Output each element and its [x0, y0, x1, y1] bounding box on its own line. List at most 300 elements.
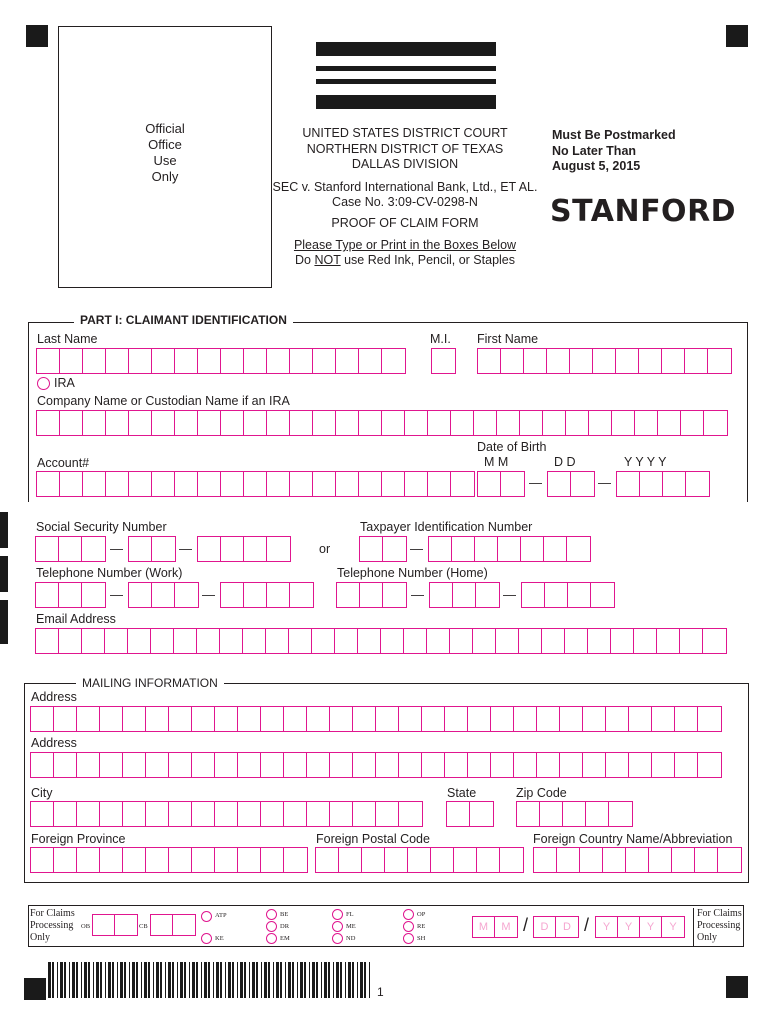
- input-cell[interactable]: [60, 349, 83, 373]
- date-cell[interactable]: Y: [596, 917, 618, 937]
- ob-cell[interactable]: [115, 915, 137, 935]
- input-cell[interactable]: [123, 753, 146, 777]
- input-cell[interactable]: [501, 349, 524, 373]
- input-cell[interactable]: [468, 753, 491, 777]
- input-cell[interactable]: [238, 753, 261, 777]
- input-cell[interactable]: [662, 349, 685, 373]
- zip-field[interactable]: [516, 801, 633, 827]
- input-cell[interactable]: [649, 848, 672, 872]
- input-cell[interactable]: [353, 753, 376, 777]
- input-cell[interactable]: [336, 411, 359, 435]
- input-cell[interactable]: [128, 629, 151, 653]
- input-cell[interactable]: [261, 848, 284, 872]
- processing-date-day[interactable]: [533, 916, 579, 938]
- input-cell[interactable]: [37, 472, 60, 496]
- input-cell[interactable]: [557, 848, 580, 872]
- input-cell[interactable]: [447, 802, 470, 826]
- input-cell[interactable]: [474, 411, 497, 435]
- date-cell[interactable]: D: [534, 917, 556, 937]
- input-cell[interactable]: [106, 349, 129, 373]
- input-cell[interactable]: [399, 753, 422, 777]
- input-cell[interactable]: [657, 629, 680, 653]
- input-cell[interactable]: [129, 472, 152, 496]
- input-cell[interactable]: [422, 707, 445, 731]
- input-cell[interactable]: [106, 411, 129, 435]
- input-cell[interactable]: [151, 629, 174, 653]
- ke-checkbox[interactable]: [201, 933, 212, 944]
- input-cell[interactable]: [36, 583, 59, 607]
- input-cell[interactable]: [152, 411, 175, 435]
- input-cell[interactable]: [60, 472, 83, 496]
- input-cell[interactable]: [221, 472, 244, 496]
- input-cell[interactable]: [548, 472, 571, 496]
- input-cell[interactable]: [266, 629, 289, 653]
- input-cell[interactable]: [31, 753, 54, 777]
- tel-home-area-field[interactable]: [336, 582, 407, 608]
- input-cell[interactable]: [430, 583, 453, 607]
- input-cell[interactable]: [169, 707, 192, 731]
- input-cell[interactable]: [360, 583, 383, 607]
- input-cell[interactable]: [238, 802, 261, 826]
- input-cell[interactable]: [220, 629, 243, 653]
- date-cell[interactable]: Y: [669, 921, 677, 933]
- input-cell[interactable]: [520, 411, 543, 435]
- foreign-country-field[interactable]: [533, 847, 742, 873]
- input-cell[interactable]: [545, 583, 568, 607]
- tel-home-prefix-field[interactable]: [429, 582, 500, 608]
- input-cell[interactable]: [284, 753, 307, 777]
- input-cell[interactable]: [267, 583, 290, 607]
- input-cell[interactable]: [244, 583, 267, 607]
- input-cell[interactable]: [591, 583, 614, 607]
- input-cell[interactable]: [635, 411, 658, 435]
- input-cell[interactable]: [330, 707, 353, 731]
- dob-month-field[interactable]: [477, 471, 525, 497]
- input-cell[interactable]: [431, 848, 454, 872]
- input-cell[interactable]: [382, 472, 405, 496]
- input-cell[interactable]: [243, 629, 266, 653]
- input-cell[interactable]: [175, 349, 198, 373]
- input-cell[interactable]: [290, 472, 313, 496]
- input-cell[interactable]: [152, 472, 175, 496]
- input-cell[interactable]: [428, 472, 451, 496]
- tel-work-prefix-field[interactable]: [128, 582, 199, 608]
- input-cell[interactable]: [221, 411, 244, 435]
- input-cell[interactable]: [588, 629, 611, 653]
- input-cell[interactable]: [568, 583, 591, 607]
- input-cell[interactable]: [451, 472, 474, 496]
- input-cell[interactable]: [381, 629, 404, 653]
- input-cell[interactable]: [500, 848, 523, 872]
- input-cell[interactable]: [566, 411, 589, 435]
- input-cell[interactable]: [339, 848, 362, 872]
- input-cell[interactable]: [376, 802, 399, 826]
- input-cell[interactable]: [244, 472, 267, 496]
- date-cell[interactable]: Y: [640, 917, 662, 937]
- input-cell[interactable]: [360, 537, 383, 561]
- input-cell[interactable]: [450, 629, 473, 653]
- input-cell[interactable]: [428, 411, 451, 435]
- input-cell[interactable]: [453, 583, 476, 607]
- re-checkbox[interactable]: [403, 921, 414, 932]
- input-cell[interactable]: [698, 707, 721, 731]
- input-cell[interactable]: [606, 707, 629, 731]
- input-cell[interactable]: [698, 753, 721, 777]
- company-field[interactable]: [36, 410, 728, 436]
- input-cell[interactable]: [521, 537, 544, 561]
- input-cell[interactable]: [560, 753, 583, 777]
- input-cell[interactable]: [626, 848, 649, 872]
- input-cell[interactable]: [82, 583, 105, 607]
- tel-work-line-field[interactable]: [220, 582, 314, 608]
- input-cell[interactable]: [652, 707, 675, 731]
- input-cell[interactable]: [267, 472, 290, 496]
- atp-checkbox[interactable]: [201, 911, 212, 922]
- input-cell[interactable]: [567, 537, 590, 561]
- input-cell[interactable]: [470, 802, 493, 826]
- input-cell[interactable]: [105, 629, 128, 653]
- date-cell[interactable]: D: [563, 921, 571, 933]
- input-cell[interactable]: [37, 349, 60, 373]
- input-cell[interactable]: [330, 753, 353, 777]
- sh-checkbox[interactable]: [403, 933, 414, 944]
- input-cell[interactable]: [175, 583, 198, 607]
- input-cell[interactable]: [517, 802, 540, 826]
- input-cell[interactable]: [565, 629, 588, 653]
- input-cell[interactable]: [36, 629, 59, 653]
- input-cell[interactable]: [336, 472, 359, 496]
- input-cell[interactable]: [289, 629, 312, 653]
- input-cell[interactable]: [146, 753, 169, 777]
- state-field[interactable]: [446, 801, 494, 827]
- input-cell[interactable]: [663, 472, 686, 496]
- input-cell[interactable]: [685, 349, 708, 373]
- input-cell[interactable]: [59, 583, 82, 607]
- input-cell[interactable]: [129, 349, 152, 373]
- input-cell[interactable]: [612, 411, 635, 435]
- input-cell[interactable]: [54, 848, 77, 872]
- address1-field[interactable]: [30, 706, 722, 732]
- input-cell[interactable]: [313, 411, 336, 435]
- input-cell[interactable]: [652, 753, 675, 777]
- input-cell[interactable]: [497, 411, 520, 435]
- input-cell[interactable]: [198, 472, 221, 496]
- input-cell[interactable]: [640, 472, 663, 496]
- input-cell[interactable]: [383, 583, 406, 607]
- input-cell[interactable]: [617, 472, 640, 496]
- input-cell[interactable]: [221, 583, 244, 607]
- last-name-field[interactable]: [36, 348, 406, 374]
- foreign-postal-field[interactable]: [315, 847, 524, 873]
- input-cell[interactable]: [197, 629, 220, 653]
- date-cell[interactable]: M: [473, 917, 495, 937]
- input-cell[interactable]: [629, 707, 652, 731]
- input-cell[interactable]: [198, 537, 221, 561]
- input-cell[interactable]: [478, 349, 501, 373]
- nd-checkbox[interactable]: [332, 933, 343, 944]
- input-cell[interactable]: [491, 753, 514, 777]
- input-cell[interactable]: [123, 707, 146, 731]
- input-cell[interactable]: [477, 848, 500, 872]
- input-cell[interactable]: [382, 349, 405, 373]
- input-cell[interactable]: [307, 707, 330, 731]
- input-cell[interactable]: [221, 349, 244, 373]
- input-cell[interactable]: [307, 753, 330, 777]
- input-cell[interactable]: [215, 802, 238, 826]
- input-cell[interactable]: [718, 848, 741, 872]
- input-cell[interactable]: [31, 802, 54, 826]
- input-cell[interactable]: [169, 753, 192, 777]
- input-cell[interactable]: [244, 349, 267, 373]
- input-cell[interactable]: [77, 707, 100, 731]
- input-cell[interactable]: [658, 411, 681, 435]
- input-cell[interactable]: [77, 848, 100, 872]
- input-cell[interactable]: [362, 848, 385, 872]
- input-cell[interactable]: [284, 802, 307, 826]
- input-cell[interactable]: [385, 848, 408, 872]
- input-cell[interactable]: [175, 411, 198, 435]
- input-cell[interactable]: [672, 848, 695, 872]
- cb-field[interactable]: [150, 914, 196, 936]
- input-cell[interactable]: [606, 753, 629, 777]
- input-cell[interactable]: [54, 802, 77, 826]
- input-cell[interactable]: [336, 349, 359, 373]
- input-cell[interactable]: [313, 349, 336, 373]
- be-checkbox[interactable]: [266, 909, 277, 920]
- input-cell[interactable]: [427, 629, 450, 653]
- input-cell[interactable]: [146, 802, 169, 826]
- tin-part1-field[interactable]: [359, 536, 407, 562]
- input-cell[interactable]: [452, 537, 475, 561]
- input-cell[interactable]: [695, 848, 718, 872]
- input-cell[interactable]: [675, 707, 698, 731]
- input-cell[interactable]: [408, 848, 431, 872]
- input-cell[interactable]: [36, 537, 59, 561]
- input-cell[interactable]: [31, 707, 54, 731]
- input-cell[interactable]: [261, 707, 284, 731]
- tin-part2-field[interactable]: [428, 536, 591, 562]
- input-cell[interactable]: [708, 349, 731, 373]
- input-cell[interactable]: [100, 707, 123, 731]
- input-cell[interactable]: [501, 472, 524, 496]
- processing-date-year[interactable]: [595, 916, 685, 938]
- input-cell[interactable]: [544, 537, 567, 561]
- input-cell[interactable]: [83, 472, 106, 496]
- input-cell[interactable]: [514, 707, 537, 731]
- date-cell[interactable]: Y: [618, 917, 640, 937]
- input-cell[interactable]: [353, 802, 376, 826]
- input-cell[interactable]: [106, 472, 129, 496]
- input-cell[interactable]: [267, 411, 290, 435]
- input-cell[interactable]: [152, 537, 175, 561]
- input-cell[interactable]: [399, 802, 422, 826]
- input-cell[interactable]: [284, 707, 307, 731]
- ssn-part2-field[interactable]: [128, 536, 176, 562]
- input-cell[interactable]: [31, 848, 54, 872]
- input-cell[interactable]: [547, 349, 570, 373]
- input-cell[interactable]: [54, 707, 77, 731]
- mi-field[interactable]: [431, 348, 456, 374]
- input-cell[interactable]: [290, 349, 313, 373]
- foreign-province-field[interactable]: [30, 847, 308, 873]
- input-cell[interactable]: [570, 349, 593, 373]
- input-cell[interactable]: [514, 753, 537, 777]
- me-checkbox[interactable]: [332, 921, 343, 932]
- input-cell[interactable]: [537, 707, 560, 731]
- input-cell[interactable]: [534, 848, 557, 872]
- input-cell[interactable]: [54, 753, 77, 777]
- input-cell[interactable]: [100, 802, 123, 826]
- input-cell[interactable]: [580, 848, 603, 872]
- input-cell[interactable]: [454, 848, 477, 872]
- input-cell[interactable]: [611, 629, 634, 653]
- input-cell[interactable]: [519, 629, 542, 653]
- address2-field[interactable]: [30, 752, 722, 778]
- input-cell[interactable]: [399, 707, 422, 731]
- input-cell[interactable]: [290, 583, 313, 607]
- input-cell[interactable]: [404, 629, 427, 653]
- ssn-part3-field[interactable]: [197, 536, 291, 562]
- input-cell[interactable]: [537, 753, 560, 777]
- input-cell[interactable]: [313, 472, 336, 496]
- input-cell[interactable]: [152, 583, 175, 607]
- input-cell[interactable]: [593, 349, 616, 373]
- input-cell[interactable]: [192, 707, 215, 731]
- input-cell[interactable]: [59, 537, 82, 561]
- input-cell[interactable]: [244, 411, 267, 435]
- input-cell[interactable]: [123, 848, 146, 872]
- input-cell[interactable]: [476, 583, 499, 607]
- input-cell[interactable]: [498, 537, 521, 561]
- input-cell[interactable]: [475, 537, 498, 561]
- input-cell[interactable]: [330, 802, 353, 826]
- input-cell[interactable]: [77, 753, 100, 777]
- email-field[interactable]: [35, 628, 727, 654]
- input-cell[interactable]: [83, 411, 106, 435]
- input-cell[interactable]: [383, 537, 406, 561]
- input-cell[interactable]: [560, 707, 583, 731]
- input-cell[interactable]: [571, 472, 594, 496]
- input-cell[interactable]: [543, 411, 566, 435]
- input-cell[interactable]: [586, 802, 609, 826]
- ob-cell[interactable]: [93, 915, 115, 935]
- input-cell[interactable]: [583, 707, 606, 731]
- input-cell[interactable]: [496, 629, 519, 653]
- input-cell[interactable]: [359, 472, 382, 496]
- input-cell[interactable]: [583, 753, 606, 777]
- input-cell[interactable]: [169, 802, 192, 826]
- input-cell[interactable]: [639, 349, 662, 373]
- input-cell[interactable]: [359, 411, 382, 435]
- input-cell[interactable]: [59, 629, 82, 653]
- input-cell[interactable]: [703, 629, 726, 653]
- input-cell[interactable]: [261, 802, 284, 826]
- date-cell[interactable]: M: [501, 921, 511, 933]
- input-cell[interactable]: [215, 753, 238, 777]
- fl-checkbox[interactable]: [332, 909, 343, 920]
- input-cell[interactable]: [152, 349, 175, 373]
- input-cell[interactable]: [353, 707, 376, 731]
- first-name-field[interactable]: [477, 348, 732, 374]
- input-cell[interactable]: [316, 848, 339, 872]
- input-cell[interactable]: [337, 583, 360, 607]
- input-cell[interactable]: [169, 848, 192, 872]
- input-cell[interactable]: [146, 848, 169, 872]
- input-cell[interactable]: [432, 349, 455, 373]
- account-field[interactable]: [36, 471, 475, 497]
- cb-cell[interactable]: [151, 915, 173, 935]
- input-cell[interactable]: [238, 707, 261, 731]
- input-cell[interactable]: [491, 707, 514, 731]
- city-field[interactable]: [30, 801, 423, 827]
- input-cell[interactable]: [82, 629, 105, 653]
- input-cell[interactable]: [335, 629, 358, 653]
- input-cell[interactable]: [267, 537, 290, 561]
- input-cell[interactable]: [376, 707, 399, 731]
- input-cell[interactable]: [83, 349, 106, 373]
- input-cell[interactable]: [359, 349, 382, 373]
- em-checkbox[interactable]: [266, 933, 277, 944]
- processing-date-month[interactable]: [472, 916, 518, 938]
- input-cell[interactable]: [686, 472, 709, 496]
- input-cell[interactable]: [405, 411, 428, 435]
- input-cell[interactable]: [192, 848, 215, 872]
- input-cell[interactable]: [192, 802, 215, 826]
- ssn-part1-field[interactable]: [35, 536, 106, 562]
- input-cell[interactable]: [422, 753, 445, 777]
- input-cell[interactable]: [146, 707, 169, 731]
- input-cell[interactable]: [100, 848, 123, 872]
- input-cell[interactable]: [522, 583, 545, 607]
- input-cell[interactable]: [616, 349, 639, 373]
- input-cell[interactable]: [542, 629, 565, 653]
- dr-checkbox[interactable]: [266, 921, 277, 932]
- input-cell[interactable]: [429, 537, 452, 561]
- dob-day-field[interactable]: [547, 471, 595, 497]
- input-cell[interactable]: [589, 411, 612, 435]
- input-cell[interactable]: [603, 848, 626, 872]
- input-cell[interactable]: [307, 802, 330, 826]
- input-cell[interactable]: [100, 753, 123, 777]
- input-cell[interactable]: [82, 537, 105, 561]
- input-cell[interactable]: [129, 537, 152, 561]
- input-cell[interactable]: [284, 848, 307, 872]
- input-cell[interactable]: [704, 411, 727, 435]
- input-cell[interactable]: [609, 802, 632, 826]
- tel-home-line-field[interactable]: [521, 582, 615, 608]
- ob-field[interactable]: [92, 914, 138, 936]
- input-cell[interactable]: [215, 848, 238, 872]
- input-cell[interactable]: [37, 411, 60, 435]
- input-cell[interactable]: [267, 349, 290, 373]
- input-cell[interactable]: [405, 472, 428, 496]
- input-cell[interactable]: [681, 411, 704, 435]
- input-cell[interactable]: [680, 629, 703, 653]
- input-cell[interactable]: [312, 629, 335, 653]
- input-cell[interactable]: [221, 537, 244, 561]
- input-cell[interactable]: [382, 411, 405, 435]
- input-cell[interactable]: [451, 411, 474, 435]
- input-cell[interactable]: [358, 629, 381, 653]
- input-cell[interactable]: [445, 753, 468, 777]
- op-checkbox[interactable]: [403, 909, 414, 920]
- input-cell[interactable]: [174, 629, 197, 653]
- input-cell[interactable]: [238, 848, 261, 872]
- tel-work-area-field[interactable]: [35, 582, 106, 608]
- cb-cell[interactable]: [173, 915, 195, 935]
- input-cell[interactable]: [540, 802, 563, 826]
- input-cell[interactable]: [77, 802, 100, 826]
